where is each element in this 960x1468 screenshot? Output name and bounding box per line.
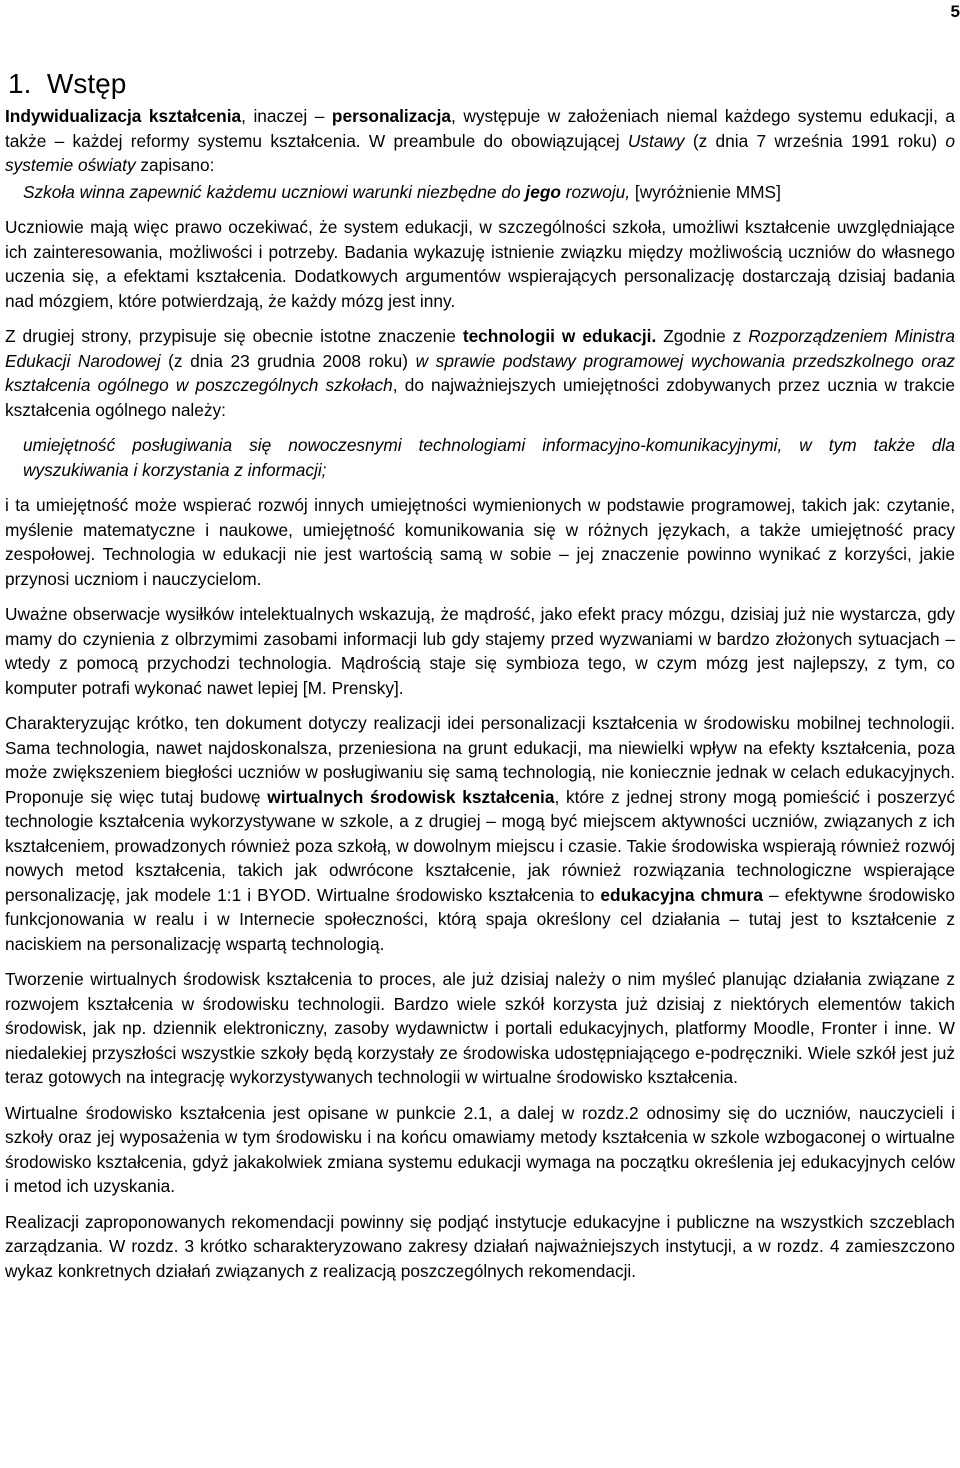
- quote-paragraph: [23, 180, 955, 205]
- text-run: Indywidualizacja kształcenia: [5, 106, 242, 126]
- text-run: Szkoła winna zapewnić każdemu uczniowi warunki niezbędne do: [23, 181, 526, 202]
- text-run: i ta umiejętność może wspierać rozwój innych umiejętności wymienionych w podstawie programowej, takich jak: czytanie, myślenie matematyczne i naukowe, umiejętność komunikowania się w różnych językach, a także umiejętność pracy zespołowej. Technologia w edukacji nie jest wartością samą w sobie – jej znaczenie powinno wynikać z korzyści, jakie przynosi uczniom i nauczycielom.: [5, 495, 955, 589]
- document-body: [5, 104, 955, 1294]
- section-heading: 1. Wstęp: [8, 68, 127, 99]
- text-run: Uważne obserwacje wysiłków intelektualnych wskazują, że mądrość, jako efekt pracy mózgu, dzisiaj już nie wystarcza, gdy mamy do czynienia z olbrzymimi zasobami informacji lub gdy stajemy przed wyzwaniami w bardzo złożonych sytuacjach – wtedy z pomocą przychodzi technologia. Mądrością staje się symbioza tego, w czym mózg jest najlepszy, z tym, co komputer potrafi wykonać nawet lepiej [M. Prensky].: [5, 604, 955, 698]
- body-paragraph: [5, 493, 955, 591]
- page-number: 5: [950, 2, 960, 21]
- body-paragraph: [5, 324, 955, 422]
- text-run: umiejętność posługiwania się nowoczesnymi technologiami informacyjno-komunikacyjnymi, w tym także dla wyszukiwania i korzystania z informacji;: [23, 435, 955, 480]
- body-paragraph: [5, 967, 955, 1090]
- text-run: – efektywne środowisko funkcjonowania w realu i w Internecie społeczności, którą spaja określony cel działania – tutaj jest to kształcenie z naciskiem na personalizację wspartą technologią.: [5, 884, 955, 954]
- text-run: Ustawy: [627, 130, 685, 151]
- text-run: Z drugiej strony, przypisuje się obecnie istotne znaczenie: [5, 326, 463, 346]
- text-run: , które z jednej strony mogą pomieścić i poszerzyć technologie kształcenia wykorzystywane w szkole, a z drugiej – mogą być miejscem aktywności uczniów, związanych z ich kształceniem, prowadzonych również poza szkołą, w dowolnym miejscu i czasie. Takie środowiska wspierają również rozwój nowych metod kształcenia, takich jak odwrócone kształcenie, jak również rozwiązania technologiczne wspierające personalizację, jak modele 1:1 i BYOD. Wirtualne środowisko kształcenia to: [5, 786, 955, 905]
- text-run: Wirtualne środowisko kształcenia jest opisane w punkcie 2.1, a dalej w rozdz.2 odnosimy się do uczniów, nauczycieli i szkoły oraz jej wyposażenia w tym środowisku i na końcu omawiamy metody kształcenia w szkole wzbogaconej o wirtualne środowisko kształcenia, gdyż jakakolwiek zmiana systemu edukacji wymaga na początku określenia jej edukacyjnych celów i metod ich uzyskania.: [5, 1102, 955, 1196]
- text-run: [wyróżnienie MMS]: [630, 181, 781, 202]
- text-run: Zgodnie z: [656, 326, 749, 346]
- text-run: w sprawie podstawy programowej wychowania przedszkolnego oraz kształcenia ogólnego w poszczególnych szkołach: [5, 350, 955, 395]
- body-paragraph: [5, 1101, 955, 1199]
- text-run: technologii w edukacji.: [462, 326, 657, 346]
- text-run: zapisano:: [135, 155, 215, 175]
- text-run: Tworzenie wirtualnych środowisk kształcenia to proces, ale już dzisiaj należy o nim myśleć planując działania związane z rozwojem kształcenia w środowisku technologii. Bardzo wiele szkół korzysta już dzisiaj z niektórych elementów takich środowisk, jak np. dziennik elektroniczny, zasoby wydawnictw i portali edukacyjnych, platformy Moodle, Fronter i inne. W niedalekiej przyszłości wszystkie szkoły będą korzystały ze środowiska udostępniającego e-podręczniki. Wiele szkół jest już teraz gotowych na integrację wykorzystywanych technologii w wirtualne środowisko kształcenia.: [5, 969, 955, 1087]
- quote-paragraph: [23, 433, 955, 482]
- text-run: Uczniowie mają więc prawo oczekiwać, że system edukacji, w szczególności szkoła, umożliwi kształcenie uwzględniające ich zainteresowania, możliwości i potrzeby. Badania wykazuję istnienie związku między możliwością uczniów do własnego uczenia się, a efektami kształcenia. Dodatkowych argumentów wspierających personalizację dostarczają dzisiaj badania nad mózgiem, które potwierdzają, że każdy mózg jest inny.: [5, 217, 955, 311]
- body-paragraph: [5, 215, 955, 313]
- text-run: , do najważniejszych umiejętności zdobywanych przez ucznia w trakcie kształcenia ogólnego należy:: [5, 375, 956, 420]
- text-run: (z dnia 7 września 1991 roku): [684, 130, 946, 151]
- text-run: , występuje w założeniach niemal każdego systemu edukacji, a także – każdej reformy systemu kształcenia. W preambule do obowiązującej: [5, 106, 956, 151]
- text-run: , inaczej –: [241, 106, 332, 126]
- text-run: (z dnia 23 grudnia 2008 roku): [160, 350, 416, 371]
- body-paragraph: [5, 711, 955, 956]
- body-paragraph: [5, 602, 955, 700]
- text-run: rozwoju,: [560, 181, 631, 202]
- text-run: o systemie oświaty: [5, 130, 956, 175]
- body-paragraph: [5, 1210, 955, 1284]
- text-run: personalizacja: [331, 106, 452, 126]
- text-run: Rozporządzeniem Ministra Edukacji Narodowej: [5, 326, 955, 371]
- text-run: jego: [525, 181, 561, 202]
- body-paragraph: [5, 104, 955, 178]
- text-run: Charakteryzując krótko, ten dokument dotyczy realizacji idei personalizacji kształcenia w środowisku mobilnej technologii. Sama technologia, nawet najdoskonalsza, przeniesiona na grunt edukacji, ma niewielki wpływ na efekty kształcenia, poza może zwiększeniem biegłości uczniów w posługiwaniu się samą technologią, nie koniecznie jednak w celach edukacyjnych. Proponuje się więc tutaj budowę: [5, 713, 955, 807]
- text-run: wirtualnych środowisk kształcenia: [267, 786, 555, 807]
- text-run: Realizacji zaproponowanych rekomendacji powinny się podjąć instytucje edukacyjne i publiczne na wszystkich szczeblach zarządzania. W rozdz. 3 krótko scharakteryzowano zakresy działań najważniejszych instytucji, a w rozdz. 4 zamieszczono wykaz konkretnych działań związanych z realizacją poszczególnych rekomendacji.: [5, 1211, 955, 1281]
- text-run: edukacyjna chmura: [600, 884, 764, 905]
